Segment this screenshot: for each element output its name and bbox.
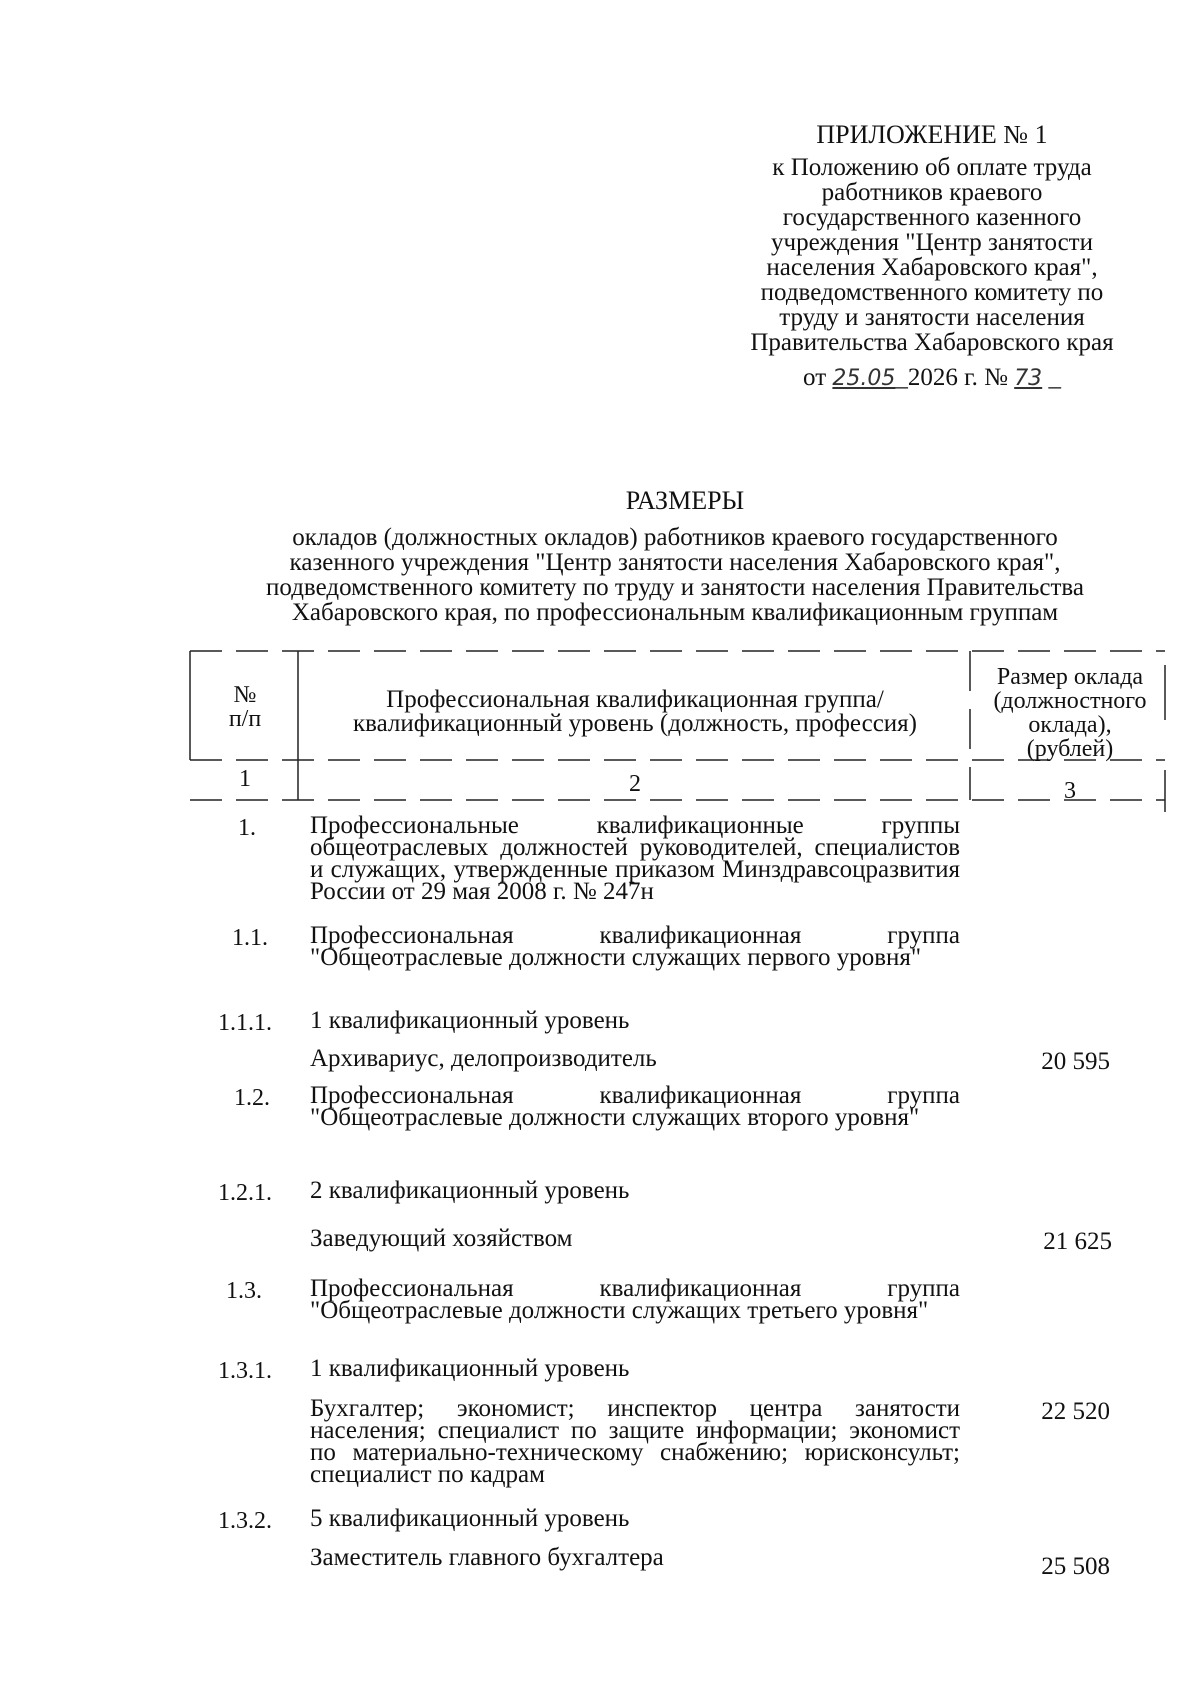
appendix-line: государственного казенного xyxy=(782,204,1082,231)
subtitle-line: окладов (должностных окладов) работников краевого государственного xyxy=(292,524,1058,551)
column-number-3: 3 xyxy=(1064,778,1076,804)
date-suffix: 2026 г. № xyxy=(907,364,1008,391)
appendix-line: населения Хабаровского края", xyxy=(766,254,1098,281)
appendix-line: труду и занятости населения xyxy=(779,304,1085,331)
row-salary-value: 21 625 xyxy=(1043,1228,1112,1255)
row-salary-value: 20 595 xyxy=(1041,1048,1110,1075)
row-text: 5 квалификационный уровень xyxy=(310,1505,630,1532)
header-text: квалификационный уровень (должность, профессия) xyxy=(352,710,918,737)
row-salary-value: 22 520 xyxy=(1041,1398,1110,1425)
header-text: № xyxy=(233,682,257,708)
appendix-block xyxy=(712,122,1152,391)
appendix-line: учреждения "Центр занятости xyxy=(771,229,1093,256)
row-text: Бухгалтер; экономист; инспектор центра занятости населения; специалист по защите информации; экономист по материально-техническому снабжению; юрисконсульт; специалист по кадрам xyxy=(310,1395,960,1488)
appendix-line: работников краевого xyxy=(821,179,1043,206)
row-text: Профессиональная квалификационная группа "Общеотраслевые должности служащих первого уровня" xyxy=(310,922,960,971)
column-number-2: 2 xyxy=(629,771,641,797)
date-prefix: от xyxy=(803,364,827,391)
subtitle-line: подведомственного комитету по труду и занятости населения Правительства xyxy=(266,574,1084,601)
row-salary-value: 25 508 xyxy=(1041,1553,1110,1580)
row-number: 1.3.1. xyxy=(218,1358,272,1384)
row-number: 1.1.1. xyxy=(218,1010,272,1036)
row-number: 1. xyxy=(238,815,256,841)
row-text: Архивариус, делопроизводитель xyxy=(310,1045,657,1072)
appendix-date-line: от 25.05_2026 г. № 73 _ xyxy=(803,364,1061,391)
header-text: п/п xyxy=(228,706,262,732)
subtitle-line: Хабаровского края, по профессиональным квалификационным группам xyxy=(291,599,1059,626)
row-number: 1.2. xyxy=(234,1085,270,1111)
column-number-1: 1 xyxy=(239,766,251,792)
appendix-line: к Положению об оплате труда xyxy=(772,154,1092,181)
header-col-group xyxy=(300,688,970,736)
header-text: Размер оклада xyxy=(996,664,1144,690)
header-text: Профессиональная квалификационная группа/ xyxy=(386,686,884,713)
header-text: (рублей) xyxy=(1026,736,1114,762)
appendix-line: Правительства Хабаровского края xyxy=(750,329,1114,356)
header-col-number xyxy=(200,683,290,731)
row-text: 2 квалификационный уровень xyxy=(310,1177,630,1204)
row-text: Заместитель главного бухгалтера xyxy=(310,1544,664,1571)
row-text: Профессиональная квалификационная группа "Общеотраслевые должности служащих второго уровня" xyxy=(310,1082,960,1131)
row-number: 1.2.1. xyxy=(218,1180,272,1206)
row-number: 1.3.2. xyxy=(218,1508,272,1534)
row-number: 1.3. xyxy=(226,1278,262,1304)
handwritten-number: 73 xyxy=(1014,366,1043,391)
appendix-heading: ПРИЛОЖЕНИЕ № 1 xyxy=(816,120,1048,149)
header-col-salary xyxy=(975,665,1165,761)
handwritten-date: 25.05 xyxy=(832,366,896,391)
subtitle-line: казенного учреждения "Центр занятости населения Хабаровского края", xyxy=(289,549,1061,576)
document-title: РАЗМЕРЫ xyxy=(625,486,745,515)
row-text: Заведующий хозяйством xyxy=(310,1225,573,1252)
header-text: оклада), xyxy=(1028,712,1112,738)
row-number: 1.1. xyxy=(232,925,268,951)
row-text: Профессиональные квалификационные группы общеотраслевых должностей руководителей, специалистов и служащих, утвержденные приказом Минздравсоцразвития России от 29 мая 2008 г. № 247н xyxy=(310,812,960,905)
header-text: (должностного xyxy=(993,688,1147,714)
row-text: 1 квалификационный уровень xyxy=(310,1355,630,1382)
document-subtitle xyxy=(195,525,1155,625)
row-text: 1 квалификационный уровень xyxy=(310,1007,630,1034)
row-text: Профессиональная квалификационная группа "Общеотраслевые должности служащих третьего уровня" xyxy=(310,1275,960,1324)
appendix-line: подведомственного комитету по xyxy=(760,279,1104,306)
